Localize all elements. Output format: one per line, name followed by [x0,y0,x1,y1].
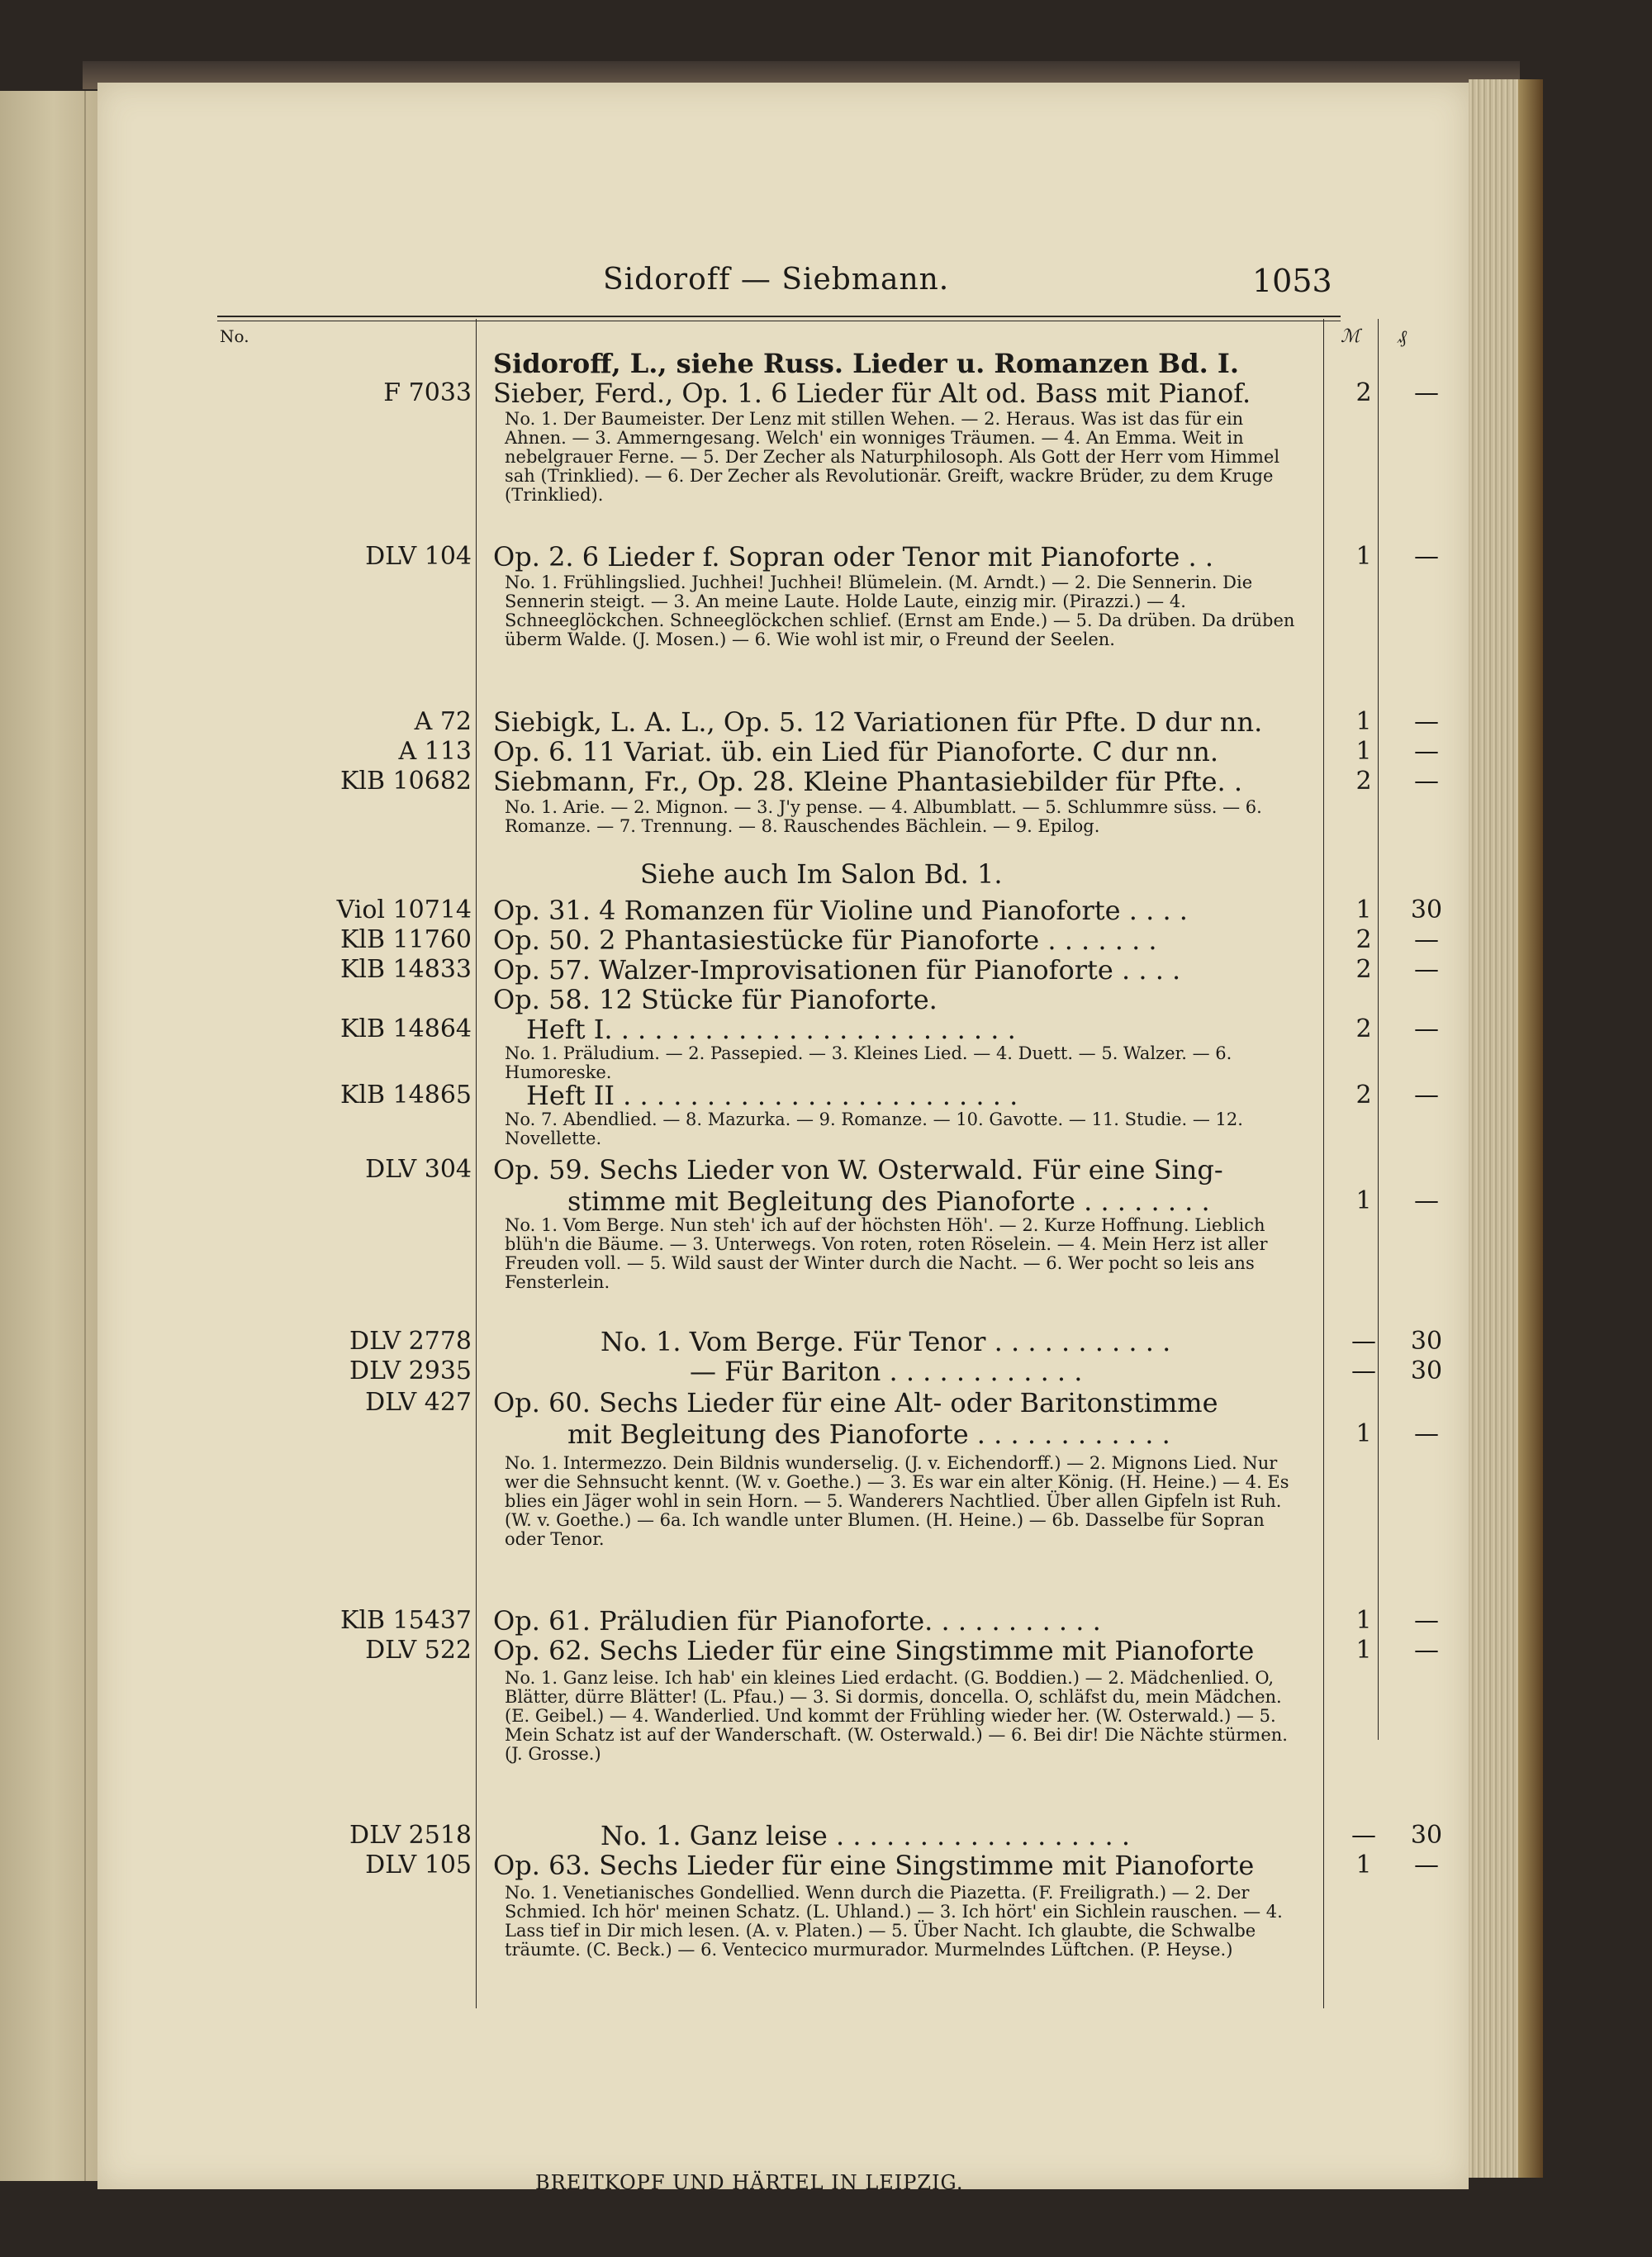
entry-title: No. 1. Ganz leise . . . . . . . . . . . . . . . . . . [601,1820,1130,1851]
entry-number: DLV 427 [365,1388,472,1417]
column-head-no: No. [220,326,249,346]
contents-note: No. 1. Intermezzo. Dein Bildnis wunderselig. (J. v. Eichendorff.) — 2. Mignons Lied. Nur wer die Sehnsucht kennt. (W. v. Goethe.) — 3. Es war ein alter König. (H. Heine.) — 4. Es blies ein Jäger wohl in sein Horn. — 5. Wanderers Nachtlied. Über allen Gipfeln ist Ruh. (W. v. Goethe.) — 6a. Ich wandle unter Blumen. (H. Heine.) — 6b. Dasselbe für Sopran oder Tenor. [505,1453,1289,1549]
price-pf: — [1414,767,1439,796]
entry-title: Siebmann, Fr., Op. 28. Kleine Phantasiebilder für Pfte. . [493,766,1243,797]
contents-note: No. 1. Der Baumeister. Der Lenz mit stillen Wehen. — 2. Heraus. Was ist das für ein Ahnen. — 3. Ammerngesang. Welch' ein wonniges Träumen. — 4. An Emma. Weit in nebelgrauer Ferne. — 5. Der Zecher als Naturphilosoph. Als Gott der Herr vom Himmel sah (Trinklied). — 6. Der Zecher als Revolutionär. Greift, wackre Brüder, zu dem Kruge (Trinklied). [505,409,1280,505]
entry-title: Op. 60. Sechs Lieder für eine Alt- oder Baritonstimme [493,1387,1218,1418]
column-rule-left [476,319,477,2008]
entry-number: KlB 14833 [339,955,472,984]
price-mark: 1 [1355,737,1372,766]
price-mark: 1 [1355,1419,1372,1448]
price-mark: 1 [1355,542,1372,571]
entry-title: mit Begleitung des Pianoforte . . . . . . . . . . . . [567,1418,1170,1450]
entry-number: A 113 [398,737,472,766]
entry-title: Op. 59. Sechs Lieder von W. Osterwald. Für eine Sing- [493,1154,1223,1186]
entry-title: Op. 61. Präludien für Pianoforte. . . . . . . . . . . [493,1605,1101,1637]
entry-title: Op. 62. Sechs Lieder für eine Singstimme mit Pianoforte [493,1635,1255,1666]
entry-title: Heft I. . . . . . . . . . . . . . . . . . . . . . . . . [526,1014,1016,1045]
price-pf: — [1414,378,1439,407]
entry-title: No. 1. Vom Berge. Für Tenor . . . . . . . . . . . [601,1326,1171,1357]
facing-page-edge [0,91,100,2181]
entry-title: Op. 58. 12 Stücke für Pianoforte. [493,984,938,1015]
entry-number: DLV 104 [365,542,472,571]
entry-title: Op. 63. Sechs Lieder für eine Singstimme mit Pianoforte [493,1850,1255,1881]
entry-title: Sieber, Ferd., Op. 1. 6 Lieder für Alt od. Bass mit Pianof. [493,378,1251,409]
entry-title: Op. 50. 2 Phantasiestücke für Pianoforte . . . . . . . [493,924,1157,956]
publisher-footer: BREITKOPF UND HÄRTEL IN LEIPZIG. [535,2171,964,2194]
price-pf: 30 [1410,1327,1443,1356]
entry-number: Viol 10714 [336,896,472,924]
entry-title: — Für Bariton . . . . . . . . . . . . [690,1356,1083,1387]
entry-number: KlB 11760 [339,925,472,954]
entry-number: DLV 522 [365,1636,472,1665]
entry-title: Heft II . . . . . . . . . . . . . . . . . . . . . . . . [526,1080,1018,1111]
entry-title: stimme mit Begleitung des Pianoforte . . . . . . . . [567,1186,1210,1217]
entry-number: A 72 [414,707,472,736]
price-mark: 1 [1355,707,1372,736]
price-mark: 1 [1355,1606,1372,1635]
price-pf: 30 [1410,896,1443,924]
price-pf: — [1414,1419,1439,1448]
price-pf: — [1414,955,1439,984]
header-rule [217,316,1341,321]
price-mark: 2 [1355,955,1372,984]
entry-title: Op. 2. 6 Lieder f. Sopran oder Tenor mit Pianoforte . . [493,541,1213,573]
contents-note: No. 1. Arie. — 2. Mignon. — 3. J'y pense. — 4. Albumblatt. — 5. Schlummre süss. — 6. Romanze. — 7. Trennung. — 8. Rauschendes Bächlein. — 9. Epilog. [505,797,1262,836]
price-mark: — [1351,1327,1376,1356]
page-stack-edge [1469,79,1543,2178]
entry-number: DLV 304 [365,1155,472,1184]
price-pf: 30 [1410,1357,1443,1385]
running-head [97,263,1469,304]
price-pf: — [1414,1636,1439,1665]
price-mark: 2 [1355,767,1372,796]
price-pf: — [1414,542,1439,571]
contents-note: No. 7. Abendlied. — 8. Mazurka. — 9. Romanze. — 10. Gavotte. — 11. Studie. — 12. Novellette. [505,1109,1243,1148]
price-pf: — [1414,737,1439,766]
contents-note: No. 1. Venetianisches Gondellied. Wenn durch die Piazetta. (F. Freiligrath.) — 2. Der Schmied. Ich hör' meinen Schatz. (L. Uhland.) — 3. Ich hört' ein Sichlein rauschen. — 4. Lass tief in Dir mich lesen. (A. v. Platen.) — 5. Über Nacht. Ich glaubte, die Schwalbe träumte. (C. Beck.) — 6. Ventecico murmurador. Murmelndes Lüftchen. (P. Heyse.) [505,1883,1283,1960]
price-mark: 2 [1355,1014,1372,1043]
price-mark: 1 [1355,1186,1372,1215]
column-head-mark: ℳ [1341,326,1360,347]
price-pf: — [1414,707,1439,736]
page-number: 1053 [1252,263,1332,299]
price-pf: — [1414,1606,1439,1635]
price-pf: — [1414,1014,1439,1043]
price-mark: 2 [1355,378,1372,407]
price-mark: 1 [1355,1851,1372,1879]
price-pf: — [1414,1186,1439,1215]
price-mark: 1 [1355,1636,1372,1665]
entry-number: F 7033 [383,378,472,407]
column-head-pf: ₰ [1398,327,1407,348]
entry-title: Op. 57. Walzer-Improvisationen für Pianoforte . . . . [493,954,1181,986]
entry-number: DLV 2518 [349,1821,472,1850]
price-mark: — [1351,1821,1376,1850]
column-rule-mark [1323,319,1324,2008]
page-title: Sidoroff — Siebmann. [603,263,950,297]
price-pf: 30 [1410,1821,1443,1850]
entry-number: DLV 105 [365,1851,472,1879]
price-mark: 1 [1355,896,1372,924]
catalog-page [97,83,1469,2194]
contents-note: No. 1. Ganz leise. Ich hab' ein kleines Lied erdacht. (G. Boddien.) — 2. Mädchenlied. O, Blätter, dürre Blätter! (L. Pfau.) — 3. Si dormis, doncella. O, schläfst du, mein Mädchen. (E. Geibel.) — 4. Wanderlied. Und kommt der Frühling wieder her. (W. Osterwald.) — 5. Mein Schatz ist auf der Wanderschaft. (W. Osterwald.) — 6. Bei dir! Die Nächte stürmen. (J. Grosse.) [505,1668,1288,1764]
price-mark: — [1351,1357,1376,1385]
entry-number: KlB 14865 [339,1081,472,1109]
price-pf: — [1414,1081,1439,1109]
contents-note: No. 1. Vom Berge. Nun steh' ich auf der höchsten Höh'. — 2. Kurze Hoffnung. Lieblich blüh'n die Bäume. — 3. Unterwegs. Von roten, roten Röselein. — 4. Mein Herz ist aller Freuden voll. — 5. Wild saust der Winter durch die Nacht. — 6. Wer pocht so leis ans Fensterlein. [505,1215,1268,1292]
contents-note: No. 1. Präludium. — 2. Passepied. — 3. Kleines Lied. — 4. Duett. — 5. Walzer. — 6. Humoreske. [505,1043,1232,1082]
price-mark: 2 [1355,925,1372,954]
cross-reference: Siehe auch Im Salon Bd. 1. [640,858,1003,890]
entry-number: KlB 10682 [339,767,472,796]
entry-number: DLV 2778 [349,1327,472,1356]
entry-number: KlB 14864 [339,1014,472,1043]
contents-note: No. 1. Frühlingslied. Juchhei! Juchhei! Blümelein. (M. Arndt.) — 2. Die Sennerin. Die Sennerin steigt. — 3. An meine Laute. Holde Laute, einzig mir. (Pirazzi.) — 4. Schneeglöckchen. Schneeglöckchen schlief. (Ernst am Ende.) — 5. Da drüben. Da drüben überm Walde. (J. Mosen.) — 6. Wie wohl ist mir, o Freund der Seelen. [505,573,1295,649]
entry-title: Siebigk, L. A. L., Op. 5. 12 Variationen für Pfte. D dur nn. [493,706,1263,738]
price-pf: — [1414,925,1439,954]
entry-title: Sidoroff, L., siehe Russ. Lieder u. Romanzen Bd. I. [493,348,1239,379]
entry-number: DLV 2935 [349,1357,472,1385]
entry-number: KlB 15437 [339,1606,472,1635]
price-mark: 2 [1355,1081,1372,1109]
price-pf: — [1414,1851,1439,1879]
entry-title: Op. 31. 4 Romanzen für Violine und Pianoforte . . . . [493,895,1188,926]
entry-title: Op. 6. 11 Variat. üb. ein Lied für Pianoforte. C dur nn. [493,736,1218,767]
